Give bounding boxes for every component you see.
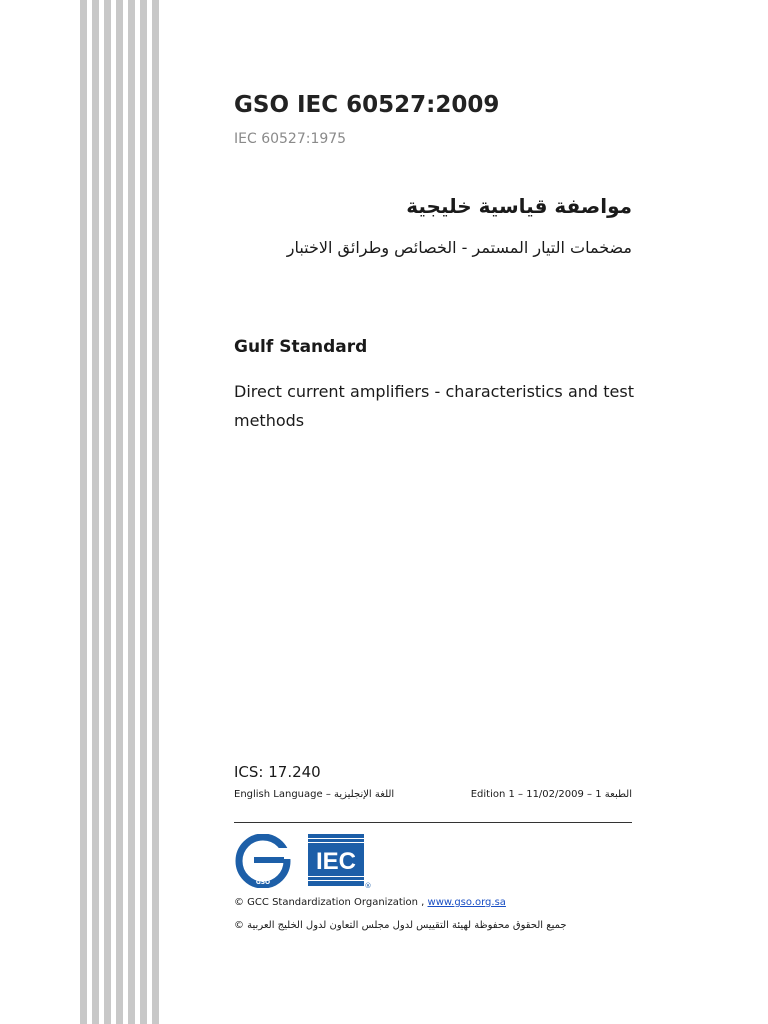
english-description: Direct current amplifiers - characteristics and test methods	[234, 382, 634, 430]
decorative-stripes	[80, 0, 162, 1024]
iec-logo-text: IEC	[315, 848, 357, 875]
arabic-title: مواصفة قياسية خليجية	[406, 194, 632, 218]
iec-registered-mark: ®	[364, 882, 372, 890]
document-title: GSO IEC 60527:2009	[234, 92, 500, 118]
copyright-line	[234, 897, 506, 908]
document-subtitle: IEC 60527:1975	[234, 131, 347, 147]
copyright-text: © GCC Standardization Organization ,	[234, 897, 428, 908]
iec-logo-icon	[308, 834, 372, 890]
arabic-copyright: جميع الحقوق محفوظة لهيئة التقييس لدول مجلس التعاون لدول الخليج العربية ©	[234, 920, 567, 931]
english-heading: Gulf Standard	[234, 337, 368, 357]
ics-code: ICS: 17.240	[234, 763, 321, 781]
gso-website-link[interactable]: www.gso.org.sa	[427, 897, 506, 908]
divider	[234, 822, 632, 823]
arabic-subtitle: مضخمات التيار المستمر - الخصائص وطرائق الاختبار	[286, 238, 632, 257]
edition-label: Edition 1 – 11/02/2009 – الطبعة 1	[470, 789, 632, 800]
language-label: English Language – اللغة الإنجليزية	[234, 789, 395, 800]
gso-logo-icon	[234, 834, 292, 888]
gso-logo-text: GSO	[255, 879, 271, 886]
